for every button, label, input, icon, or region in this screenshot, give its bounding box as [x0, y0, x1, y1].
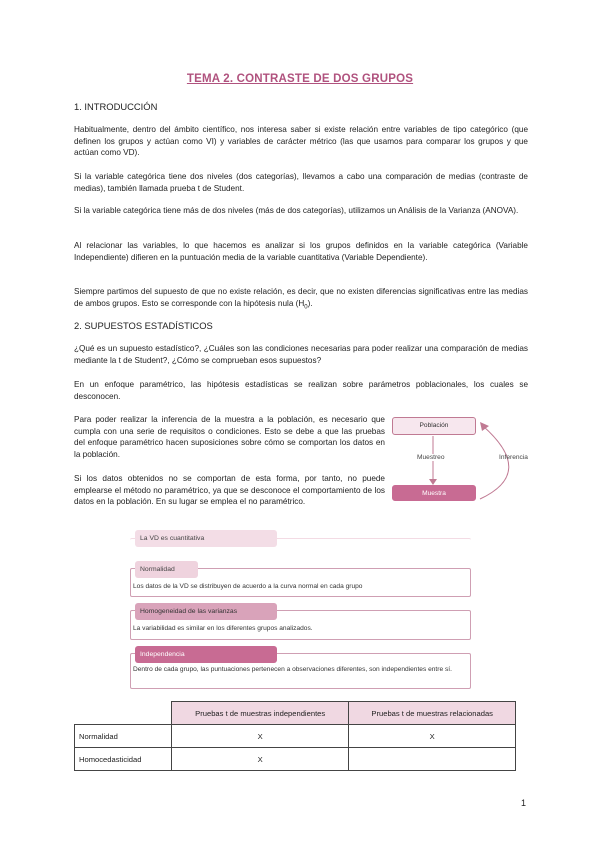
- table-cell: X: [172, 748, 349, 771]
- table-row-label: Normalidad: [75, 725, 172, 748]
- table-cell: X: [172, 725, 349, 748]
- paragraph: Para poder realizar la inferencia de la muestra a la población, es necesario que cumpla con una serie de requisitos o condiciones. Esto se debe a que las pruebas del enfoque paramétrico hacen suposiciones sobre cómo se comportan los datos en la población.: [74, 415, 385, 459]
- table-header-cell: Pruebas t de muestras independientes: [172, 702, 349, 725]
- muestreo-label: Muestreo: [417, 454, 445, 461]
- inferencia-arrow: [480, 426, 509, 499]
- paragraph: ¿Qué es un supuesto estadístico?, ¿Cuáles son las condiciones necesarias para poder realizar una comparación de medias mediante la t de Student?, ¿Cómo se comprueban esos supuestos?: [74, 344, 528, 365]
- table-row: [75, 725, 516, 748]
- paragraph: Al relacionar las variables, lo que hacemos es analizar si los grupos definidos en la variable categórica (Variable Independiente) difieren en la puntuación media de la variable cuantitativa (Variable Dependiente).: [74, 241, 528, 262]
- table-cell: [349, 748, 516, 771]
- paragraph: Habitualmente, dentro del ámbito científico, nos interesa saber si existe relación entre variables de tipo categórico (que definen los grupos y actúan como VI) y variables de carácter métrico (las que usamos para comparar los grupos y que actúan como VD).: [74, 125, 528, 158]
- text: ).: [307, 298, 313, 308]
- table-row-label: Homocedasticidad: [75, 748, 172, 771]
- assumption-tag-homogeneidad: Homogeneidad de las varianzas: [135, 603, 277, 620]
- muestra-box: Muestra: [392, 485, 476, 501]
- assumption-desc-independencia: Dentro de cada grupo, las puntuaciones pertenecen a observaciones diferentes, son independientes entre sí.: [133, 666, 452, 673]
- section-heading-introduccion: 1. INTRODUCCIÓN: [74, 101, 158, 112]
- comparison-table: [74, 701, 516, 771]
- table-cell: X: [349, 725, 516, 748]
- table-header-cell: [75, 702, 172, 725]
- paragraph: Si la variable categórica tiene dos niveles (dos categorías), llevamos a cabo una comparación de medias (contraste de medias), también llamada prueba t de Student.: [74, 172, 528, 193]
- assumption-tag-independencia: Independencia: [135, 646, 277, 663]
- table-row: [75, 748, 516, 771]
- table-header-cell: Pruebas t de muestras relacionadas: [349, 702, 516, 725]
- page-number: 1: [520, 798, 526, 808]
- paragraph-hipotesis-nula: [74, 286, 528, 314]
- inferencia-label: Inferencia: [499, 454, 528, 461]
- assumption-tag-normalidad: Normalidad: [135, 561, 198, 578]
- assumption-desc-homogeneidad: La variabilidad es similar en los diferentes grupos analizados.: [133, 625, 313, 632]
- inference-diagram: [388, 413, 536, 505]
- paragraph: En un enfoque paramétrico, las hipótesis estadísticas se realizan sobre parámetros poblacionales, los cuales se desconocen.: [74, 380, 528, 401]
- assumption-desc-normalidad: Los datos de la VD se distribuyen de acuerdo a la curva normal en cada grupo: [133, 583, 363, 590]
- text: Siempre partimos del supuesto de que no existe relación, es decir, que no existen diferencias significativas entre las medias de ambos grupos. Esto se corresponde con la hipótesis nula (H: [74, 287, 528, 308]
- subscript: 0: [304, 304, 308, 311]
- poblacion-box: Población: [392, 417, 476, 435]
- paragraph: Si la variable categórica tiene más de dos niveles (más de dos categorías), utilizamos un Análisis de la Varianza (ANOVA).: [74, 206, 519, 215]
- assumption-tag-vd-cuantitativa: La VD es cuantitativa: [135, 530, 277, 547]
- section-heading-supuestos: 2. SUPUESTOS ESTADÍSTICOS: [74, 320, 213, 331]
- paragraph: Si los datos obtenidos no se comportan de esta forma, por tanto, no puede emplearse el método no paramétrico, ya que se desconoce el comportamiento de los datos en la población. En su lugar se emplea el no paramétrico.: [74, 474, 385, 507]
- page-title: TEMA 2. CONTRASTE DE DOS GRUPOS: [186, 73, 414, 85]
- table-header-row: [75, 702, 516, 725]
